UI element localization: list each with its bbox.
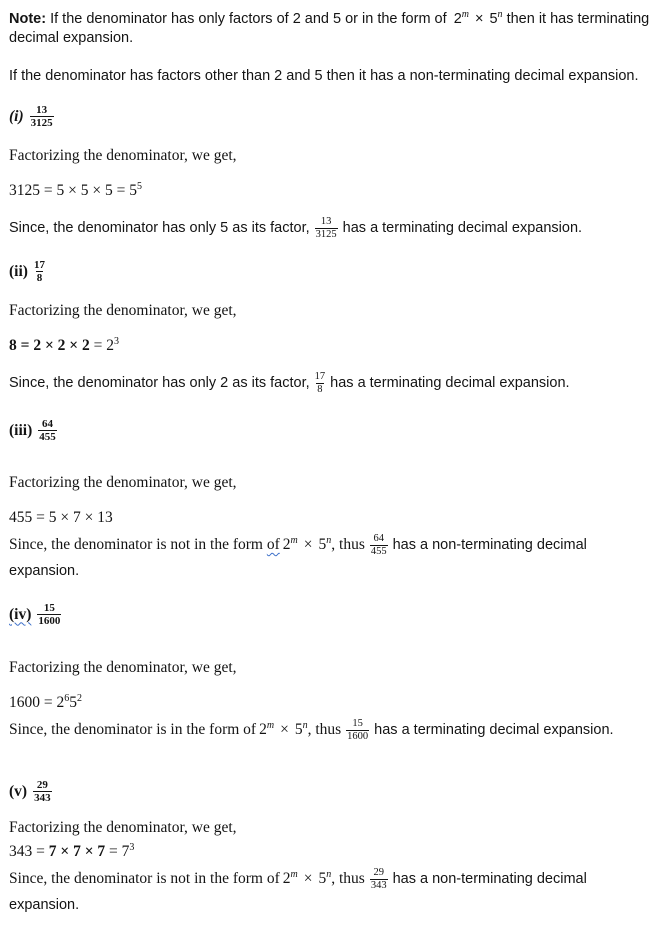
since-line: [9, 215, 658, 241]
section-header: [9, 104, 658, 129]
fraction-numerator: 29: [373, 866, 384, 878]
since-text-thus: , thus: [307, 721, 342, 738]
power-base: 5: [318, 536, 327, 553]
fraction-denominator: 343: [34, 792, 51, 804]
fraction-numerator: 17: [33, 259, 45, 271]
power-expression: [283, 536, 331, 553]
section-marker: (v): [9, 782, 28, 800]
equation-exponent: 6: [64, 692, 70, 704]
power-exponent-n: n: [302, 719, 308, 731]
section-header: [9, 779, 658, 804]
section-iv: [9, 602, 658, 743]
multiply-sign: ×: [280, 721, 289, 738]
power-base: 5: [294, 721, 303, 738]
equation-text: = 2: [89, 337, 114, 354]
equation-exponent: 3: [129, 841, 135, 853]
equation-line: [9, 693, 658, 713]
equation-exponent: 5: [136, 180, 142, 192]
equation-text: 343 =: [9, 843, 49, 860]
note-paragraph: [9, 10, 658, 48]
since-text-post: has a non-terminating decimal expansion.: [9, 537, 587, 579]
fraction-denominator: 3125: [315, 228, 337, 240]
factorizing-line: Factorizing the denominator, we get,: [9, 147, 237, 164]
power-base: 2: [282, 536, 291, 553]
equation-text: 1600 = 2: [9, 694, 65, 711]
multiply-sign: ×: [303, 870, 313, 887]
equation-text: 455 = 5 × 7 × 13: [9, 509, 113, 526]
section-marker: (i): [9, 107, 24, 125]
section-ii: [9, 259, 658, 396]
section-fraction: [30, 104, 54, 129]
fraction-numerator: 29: [36, 779, 48, 791]
section-fraction: [37, 602, 61, 627]
power-exponent-m: m: [290, 534, 298, 546]
factorizing-line: Factorizing the denominator, we get,: [9, 659, 237, 676]
section-header: [9, 418, 658, 443]
fraction-denominator: 455: [39, 431, 56, 443]
since-text-post: has a non-terminating decimal expansion.: [9, 871, 587, 913]
equation-text: 3125 = 5 × 5 × 5 = 5: [9, 182, 137, 199]
power-exponent-n: n: [326, 534, 332, 546]
inline-fraction: [346, 718, 369, 743]
section-i: [9, 104, 658, 241]
multiply-sign: ×: [475, 11, 484, 27]
fraction-denominator: 455: [370, 545, 387, 557]
fraction-numerator: 13: [36, 104, 48, 116]
inline-fraction: [315, 371, 326, 396]
power-base: 2: [259, 721, 267, 738]
since-text-pre: Since, the denominator is not in the form of: [9, 870, 280, 887]
power-expression: [283, 870, 331, 887]
since-text-post: has a terminating decimal expansion.: [374, 722, 614, 738]
section-marker: (iii): [9, 421, 33, 439]
intro-paragraph: If the denominator has factors other than 2 and 5 then it has a non-terminating decimal expansion.: [9, 68, 639, 84]
fraction-numerator: 15: [43, 602, 55, 614]
fraction-denominator: 1600: [347, 730, 369, 742]
since-text-post: has a terminating decimal expansion.: [330, 375, 570, 391]
power-base: 5: [489, 11, 498, 27]
since-text-thus: , thus: [331, 870, 365, 887]
equation-text: = 7: [105, 843, 130, 860]
fraction-denominator: 8: [317, 383, 323, 395]
factorizing-line: Factorizing the denominator, we get,: [9, 302, 237, 319]
fraction-denominator: 3125: [30, 117, 53, 129]
note-text-before: If the denominator has only factors of 2 and 5 or in the form of: [46, 11, 451, 27]
power-exponent-n: n: [497, 9, 503, 21]
fraction-denominator: 8: [36, 272, 43, 284]
power-expression: [259, 721, 307, 738]
fraction-numerator: 15: [352, 717, 363, 729]
since-line: [9, 866, 658, 918]
section-fraction: [33, 779, 52, 804]
since-line: [9, 370, 658, 396]
equation-exponent: 2: [77, 692, 82, 704]
since-text-pre: Since, the denominator is not in the form: [9, 536, 267, 553]
inline-fraction: [370, 533, 388, 558]
since-text-post: has a terminating decimal expansion.: [342, 220, 583, 236]
since-text-pre: Since, the denominator is in the form of: [9, 721, 257, 738]
since-text-thus: , thus: [331, 536, 365, 553]
since-text-pre: Since, the denominator has only 5 as its factor,: [9, 220, 310, 236]
power-base: 2: [282, 870, 291, 887]
section-iii: [9, 418, 658, 584]
power-base: 2: [453, 11, 462, 27]
since-line: [9, 717, 658, 743]
equation-exponent: 3: [114, 335, 119, 347]
power-base: 5: [318, 870, 327, 887]
inline-fraction: [315, 216, 338, 241]
multiply-sign: ×: [303, 536, 313, 553]
inline-fraction: [370, 867, 388, 892]
equation-text: 5: [69, 694, 77, 711]
power-exponent-m: m: [290, 868, 298, 880]
power-exponent-m: m: [461, 9, 469, 21]
fraction-denominator: 343: [370, 879, 387, 891]
power-exponent-n: n: [326, 868, 332, 880]
equation-bold-part: 7 × 7 × 7: [48, 843, 106, 860]
section-header: [9, 259, 658, 284]
since-line: [9, 532, 658, 584]
squiggle-word: of: [266, 536, 280, 553]
factorizing-line: Factorizing the denominator, we get,: [9, 819, 237, 836]
fraction-denominator: 1600: [38, 615, 61, 627]
equation-line: [9, 508, 658, 528]
equation-bold-part: 8 = 2 × 2 × 2: [9, 337, 90, 354]
equation-line: [9, 336, 658, 356]
section-v: [9, 779, 658, 918]
power-exponent-m: m: [266, 719, 275, 731]
factorizing-line: Factorizing the denominator, we get,: [9, 474, 237, 491]
fraction-numerator: 17: [314, 370, 326, 382]
section-marker: (iv): [9, 605, 32, 623]
equation-line: [9, 842, 658, 862]
fraction-numerator: 64: [42, 418, 53, 430]
since-text-pre: Since, the denominator has only 2 as its factor,: [9, 375, 310, 391]
section-fraction: [34, 259, 45, 284]
note-text-after: then it has terminating decimal expansion.: [9, 11, 650, 46]
fraction-numerator: 64: [373, 532, 384, 544]
note-label: Note:: [9, 11, 47, 27]
section-header: [9, 602, 658, 627]
section-marker: (ii): [9, 262, 28, 280]
section-fraction: [38, 418, 57, 443]
fraction-numerator: 13: [320, 215, 332, 227]
equation-line: [9, 181, 658, 201]
power-expression: [454, 11, 503, 27]
